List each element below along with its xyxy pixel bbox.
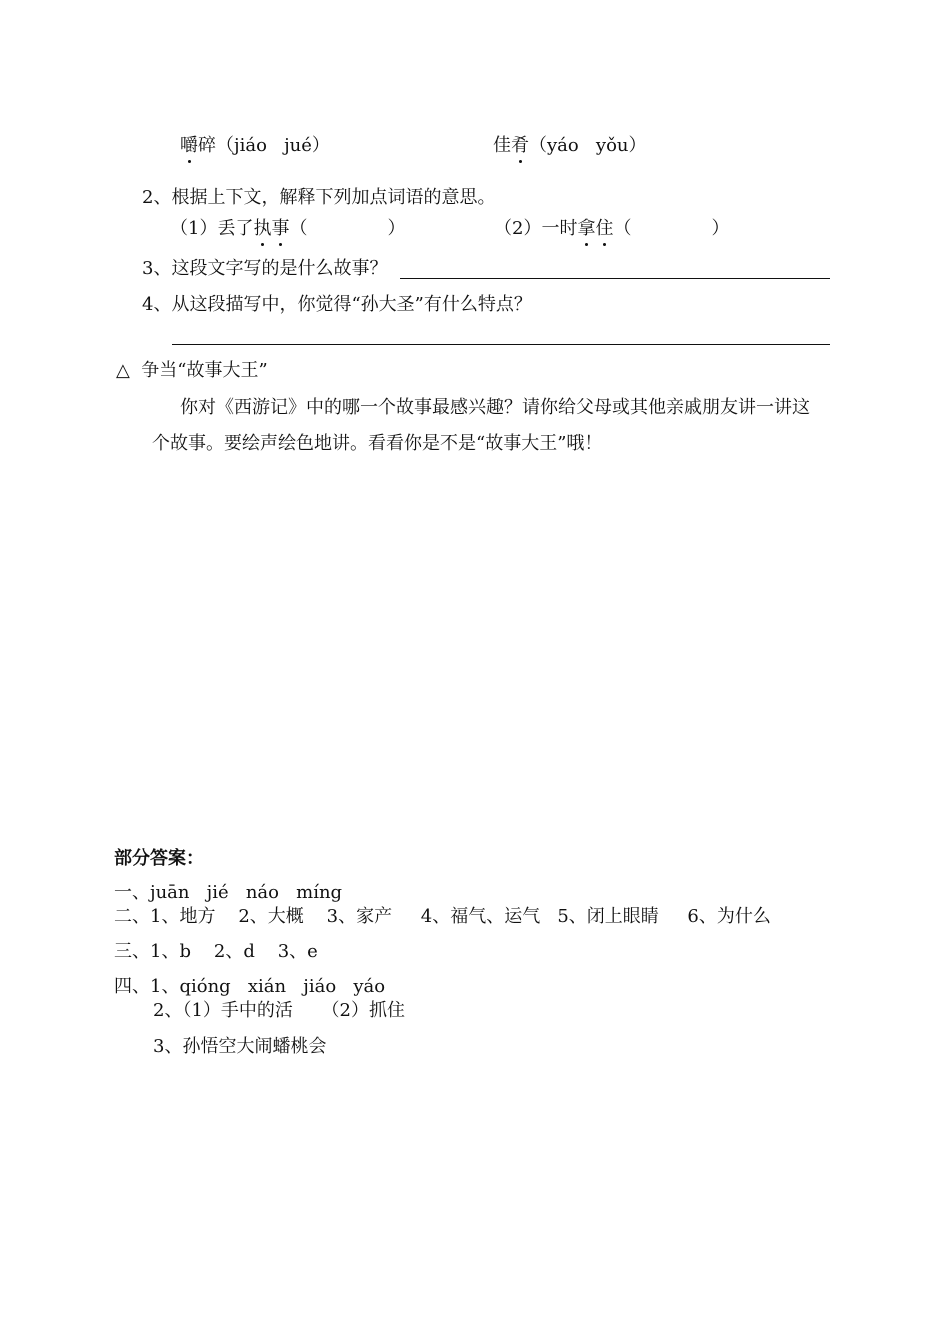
story-king-line-2: 个故事。要绘声绘色地讲。看看你是不是“故事大王”哦！ <box>152 433 603 454</box>
answer-line[interactable] <box>172 344 830 345</box>
dotted-char: 嚼 <box>180 135 198 156</box>
answer-line[interactable] <box>400 278 830 279</box>
pinyin-item-1 <box>180 137 330 155</box>
plain-char: 佳 <box>493 135 511 156</box>
pinyin-item-2 <box>493 137 647 155</box>
dotted-char: 拿 <box>577 218 596 239</box>
answer-blank[interactable]: （ ） <box>613 218 730 239</box>
answer-3: 三、1、b 2、d 3、e <box>114 941 318 962</box>
story-king-heading: △ 争当“故事大王” <box>116 360 268 381</box>
question-4: 4、从这段描写中，你觉得“孙大圣”有什么特点？ <box>142 294 532 315</box>
question-2: 2、根据上下文，解释下列加点词语的意思。 <box>142 187 496 208</box>
answers-title: 部分答案： <box>114 848 204 869</box>
dotted-char: 执 <box>253 218 272 239</box>
answer-4: 四、1、qióng xián jiáo yáo <box>114 976 386 997</box>
dotted-char: 事 <box>271 218 290 239</box>
pinyin-options: （yáo yǒu） <box>529 135 647 156</box>
dotted-char: 肴 <box>511 135 529 156</box>
question-2-sub-2 <box>494 220 730 238</box>
plain-char: 碎 <box>198 135 216 156</box>
sub-prefix: （1）丢了 <box>170 218 254 239</box>
sub-prefix: （2）一时 <box>494 218 578 239</box>
question-2-sub-1 <box>170 220 406 238</box>
answer-4-3: 3、孙悟空大闹蟠桃会 <box>153 1036 327 1057</box>
answer-blank[interactable]: （ ） <box>289 218 406 239</box>
answer-1: 一、juān jié náo míng <box>114 882 343 903</box>
answer-4-2: 2、（1）手中的活 （2）抓住 <box>153 1000 405 1021</box>
answer-2: 二、1、地方 2、大概 3、家产 4、福气、运气 5、闭上眼睛 6、为什么 <box>114 906 771 927</box>
story-king-line-1: 你对《西游记》中的哪一个故事最感兴趣？请你给父母或其他亲戚朋友讲一讲这 <box>180 397 810 418</box>
dotted-char: 住 <box>595 218 614 239</box>
pinyin-options: （jiáo jué） <box>216 135 330 156</box>
question-3: 3、这段文字写的是什么故事？ <box>142 258 388 279</box>
